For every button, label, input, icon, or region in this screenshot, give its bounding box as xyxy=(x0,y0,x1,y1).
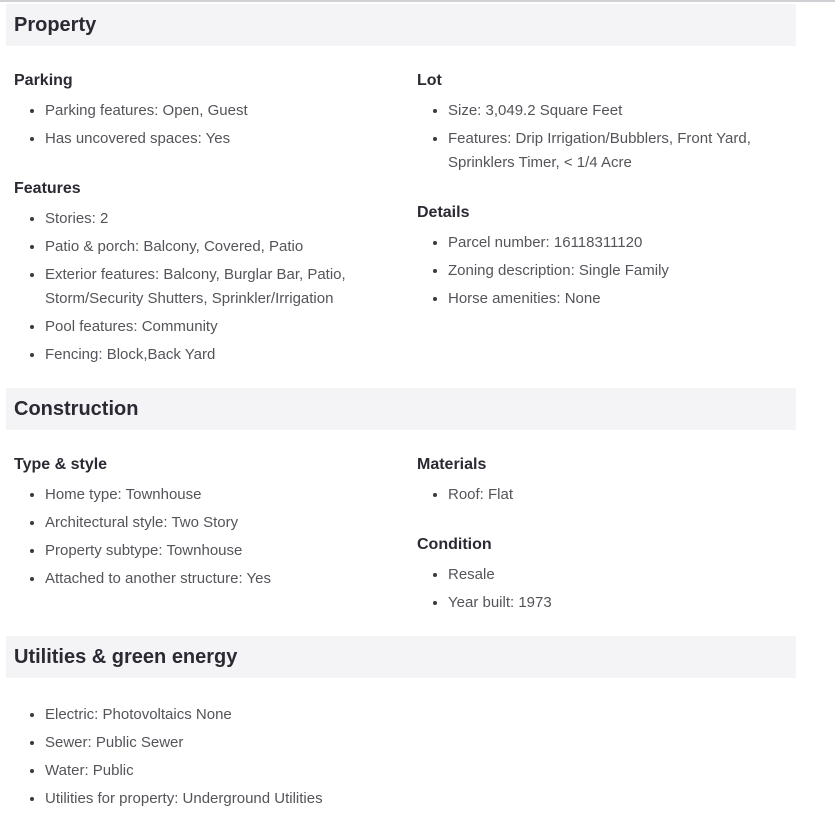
section-body xyxy=(6,678,796,832)
fact-item: • Attached to another structure: Yes xyxy=(45,567,385,591)
fact-list xyxy=(417,99,777,175)
facts-column xyxy=(14,71,417,371)
section-property xyxy=(6,4,796,388)
fact-list xyxy=(14,99,385,151)
facts-and-features xyxy=(6,4,796,832)
group-heading: Type & style xyxy=(14,456,108,473)
fact-item: • Pool features: Community xyxy=(45,315,385,339)
fact-group xyxy=(14,703,788,811)
section-header-construction xyxy=(6,388,796,430)
facts-column xyxy=(417,71,777,371)
fact-item: • Property subtype: Townhouse xyxy=(45,539,385,563)
fact-group-features xyxy=(14,179,385,367)
fact-item: • Utilities for property: Underground Utilities xyxy=(45,787,788,811)
fact-list xyxy=(417,483,777,507)
facts-column xyxy=(14,455,417,619)
fact-item: • Electric: Photovoltaics None xyxy=(45,703,788,727)
group-heading: Condition xyxy=(417,536,492,553)
fact-item: • Size: 3,049.2 Square Feet xyxy=(448,99,777,123)
fact-item: • Year built: 1973 xyxy=(448,591,777,615)
fact-item: • Roof: Flat xyxy=(448,483,777,507)
fact-group-condition xyxy=(417,535,777,615)
fact-list xyxy=(14,207,385,367)
fact-item: • Resale xyxy=(448,563,777,587)
fact-group-details xyxy=(417,203,777,311)
fact-item: • Parking features: Open, Guest xyxy=(45,99,385,123)
fact-item: • Patio & porch: Balcony, Covered, Patio xyxy=(45,235,385,259)
fact-item: • Horse amenities: None xyxy=(448,287,777,311)
facts-column xyxy=(417,455,777,619)
fact-item: • Features: Drip Irrigation/Bubblers, Front Yard, Sprinklers Timer, < 1/4 Acre xyxy=(448,127,777,175)
fact-item: • Fencing: Block,Back Yard xyxy=(45,343,385,367)
fact-item: • Exterior features: Balcony, Burglar Bar, Patio, Storm/Security Shutters, Sprinkler/Irrigation xyxy=(45,263,385,311)
section-body xyxy=(6,430,796,636)
fact-item: • Zoning description: Single Family xyxy=(448,259,777,283)
group-heading: Features xyxy=(14,180,81,197)
fact-item: • Stories: 2 xyxy=(45,207,385,231)
fact-list xyxy=(14,483,385,591)
section-construction xyxy=(6,388,796,636)
fact-list xyxy=(417,563,777,615)
section-header-property xyxy=(6,4,796,46)
fact-list xyxy=(14,703,788,811)
group-heading: Materials xyxy=(417,456,487,473)
group-heading: Parking xyxy=(14,72,73,89)
fact-group-lot xyxy=(417,71,777,175)
section-body xyxy=(6,46,796,388)
fact-item: • Architectural style: Two Story xyxy=(45,511,385,535)
page-top-divider xyxy=(0,0,835,2)
facts-column xyxy=(14,703,788,815)
fact-group-type-style xyxy=(14,455,385,591)
fact-item: • Has uncovered spaces: Yes xyxy=(45,127,385,151)
fact-item: • Parcel number: 16118311120 xyxy=(448,231,777,255)
section-title: Property xyxy=(14,14,97,36)
section-title: Utilities & green energy xyxy=(14,646,238,668)
fact-item: • Home type: Townhouse xyxy=(45,483,385,507)
fact-group-parking xyxy=(14,71,385,151)
group-heading: Lot xyxy=(417,72,442,89)
section-title: Construction xyxy=(14,398,139,420)
fact-item: • Water: Public xyxy=(45,759,788,783)
section-utilities-green-energy xyxy=(6,636,796,832)
section-header-utilities-green-energy xyxy=(6,636,796,678)
fact-list xyxy=(417,231,777,311)
group-heading: Details xyxy=(417,204,470,221)
fact-item: • Sewer: Public Sewer xyxy=(45,731,788,755)
fact-group-materials xyxy=(417,455,777,507)
